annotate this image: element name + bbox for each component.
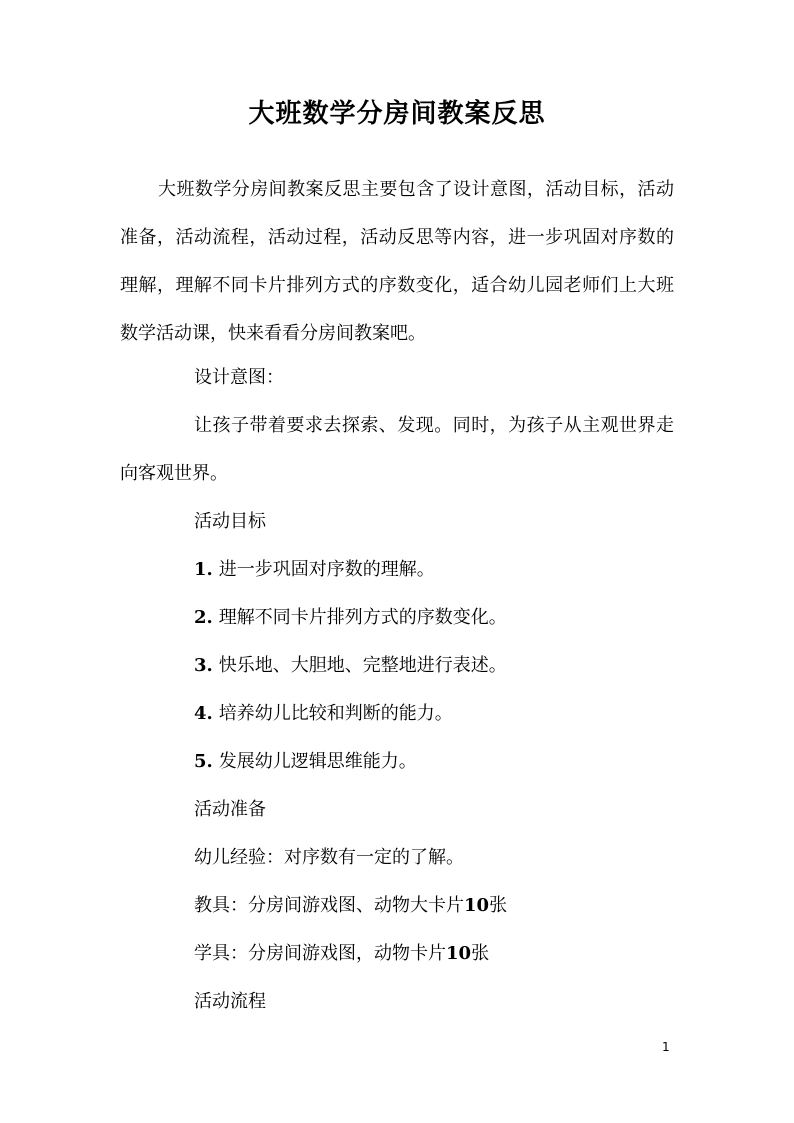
- prep-student-suffix: 张: [471, 943, 490, 964]
- prep-student-count: 10: [446, 943, 472, 964]
- page-title: 大班数学分房间教案反思: [248, 99, 546, 129]
- goal-number: 3.: [194, 655, 213, 676]
- prep-teacher-tools: [194, 882, 507, 930]
- prep-heading: 活动准备: [194, 799, 266, 820]
- goal-item: [194, 738, 417, 786]
- goal-number: 1.: [194, 559, 213, 580]
- intro-paragraph: 大班数学分房间教案反思主要包含了设计意图，活动目标，活动准备，活动流程，活动过程，活动反思等内容，进一步巩固对序数的理解，理解不同卡片排列方式的序数变化，适合幼儿园老师们上大班数学活动课，快来看看分房间教案吧。: [120, 179, 674, 344]
- prep-teacher-prefix: 教具：分房间游戏图、动物大卡片: [194, 895, 464, 916]
- goal-text: 理解不同卡片排列方式的序数变化。: [218, 607, 507, 628]
- prep-experience: 幼儿经验：对序数有一定的了解。: [194, 847, 464, 868]
- goal-text: 快乐地、大胆地、完整地进行表述。: [218, 655, 507, 676]
- design-paragraph: 让孩子带着要求去探索、发现。同时，为孩子从主观世界走向客观世界。: [120, 415, 674, 484]
- goal-item: [194, 690, 453, 738]
- goal-text: 培养幼儿比较和判断的能力。: [218, 703, 453, 724]
- goal-text: 发展幼儿逻辑思维能力。: [218, 751, 417, 772]
- goal-item: [194, 642, 507, 690]
- goal-item: [194, 546, 435, 594]
- goal-number: 2.: [194, 607, 213, 628]
- goal-number: 4.: [194, 703, 213, 724]
- page-number: 1: [662, 1040, 670, 1054]
- prep-student-tools: [194, 930, 489, 978]
- goals-heading: 活动目标: [194, 511, 266, 532]
- goal-item: [194, 594, 507, 642]
- prep-teacher-suffix: 张: [489, 895, 508, 916]
- prep-student-prefix: 学具：分房间游戏图，动物卡片: [194, 943, 446, 964]
- goal-text: 进一步巩固对序数的理解。: [218, 559, 435, 580]
- prep-teacher-count: 10: [464, 895, 490, 916]
- design-heading: 设计意图：: [194, 367, 284, 388]
- goal-number: 5.: [194, 751, 213, 772]
- flow-heading: 活动流程: [194, 991, 266, 1012]
